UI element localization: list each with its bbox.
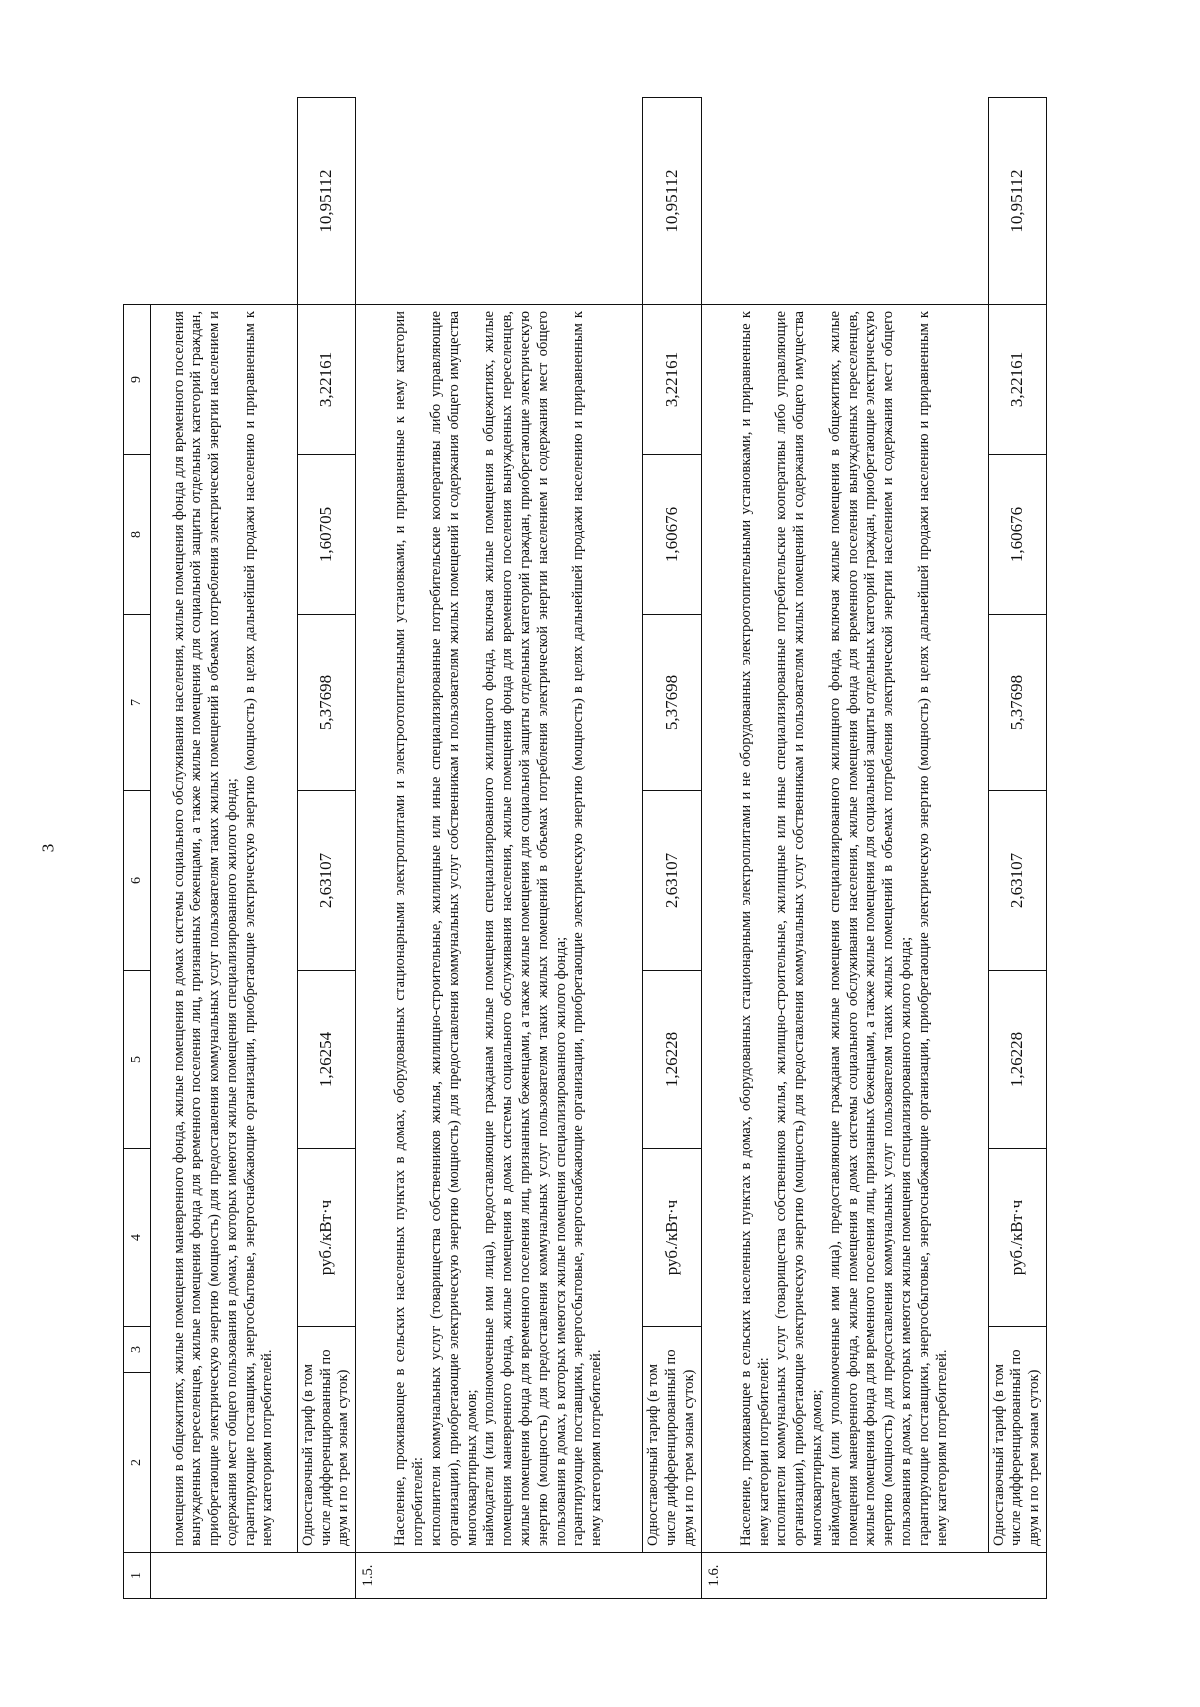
category-description-row	[356, 98, 643, 1599]
description-paragraph: исполнители коммунальных услуг (товарищества собственников жилья, жилищно-строительные, жилищные или иные специализированные потребительские кооперативы либо управляющие организации), приобретающие электрическую энергию (мощность) для предоставления коммунальных услуг собственникам и пользователям жилых помещений и содержания общего имущества многоквартирных домов;	[427, 311, 480, 1546]
row-number: 1.6.	[701, 1553, 1046, 1599]
tariff-value: 2,63107	[988, 791, 1046, 971]
column-number-header-row	[124, 98, 151, 1599]
tariff-price-row	[297, 98, 355, 1599]
tariff-label: Одноставочный тариф (в том числе дифференцированный по двум и по трем зонам суток)	[297, 1327, 355, 1553]
tariff-value: 1,26228	[643, 971, 701, 1149]
description-paragraph: гарантирующие поставщики, энергосбытовые, энергоснабжающие организации, приобретающие электрическую энергию (мощность) в целях дальнейшей продажи населению и приравненным к нему категориям потребителей.	[241, 311, 276, 1546]
column-number: 6	[124, 791, 151, 971]
tariff-value: 5,37698	[643, 615, 701, 791]
tariff-value: 3,22161	[297, 305, 355, 455]
column-number: 7	[124, 615, 151, 791]
tariff-price-row	[643, 98, 701, 1599]
tariff-value: 3,22161	[643, 305, 701, 455]
tariff-value: 2,63107	[643, 791, 701, 971]
tariff-table	[123, 97, 1047, 1599]
category-description	[701, 305, 988, 1553]
column-number: 8	[124, 455, 151, 615]
tariff-value: 1,60676	[988, 455, 1046, 615]
column-number: 2	[124, 1373, 151, 1553]
tariff-value: 10,95112	[297, 98, 355, 305]
tariff-value: 10,95112	[643, 98, 701, 305]
tariff-value: 10,95112	[988, 98, 1046, 305]
tariff-label: Одноставочный тариф (в том числе дифференцированный по двум и по трем зонам суток)	[988, 1327, 1046, 1553]
tariff-value: 1,60676	[643, 455, 701, 615]
description-paragraph: гарантирующие поставщики, энергосбытовые, энергоснабжающие организации, приобретающие электрическую энергию (мощность) в целях дальнейшей продажи населению и приравненным к нему категориям потребителей.	[915, 311, 950, 1546]
description-paragraph: исполнители коммунальных услуг (товарищества собственников жилья, жилищно-строительные, жилищные или иные специализированные потребительские кооперативы либо управляющие организации), приобретающие электрическую энергию (мощность) для предоставления коммунальных услуг собственникам и пользователям жилых помещений и содержания общего имущества многоквартирных домов;	[773, 311, 825, 1546]
column-number: 1	[124, 1553, 151, 1599]
description-paragraph: Население, проживающее в сельских населенных пунктах в домах, оборудованных стационарными электроплитами и электроотопительными установками, и приравненные к нему категории потребителей:	[392, 311, 427, 1546]
column-number: 3	[124, 1327, 151, 1373]
description-paragraph: помещения в общежитиях, жилые помещения маневренного фонда, жилые помещения в домах системы социального обслуживания населения, жилые помещения фонда для временного поселения вынужденных переселенцев, жилые помещения фонда для временного поселения лиц, признанных беженцами, а также жилые помещения для социальной защиты отдельных категорий граждан, приобретающие электрическую энергию (мощность) для предоставления коммунальных услуг пользователям таких жилых помещений в объемах потребления электрической энергии населением и содержания мест общего пользования в домах, в которых имеются жилые помещения специализированного жилого фонда;	[170, 311, 240, 1546]
column-number: 5	[124, 971, 151, 1149]
description-paragraph: наймодатели (или уполномоченные ими лица), предоставляющие гражданам жилые помещения специализированного жилищного фонда, включая жилые помещения в общежитиях, жилые помещения маневренного фонда, жилые помещения в домах системы социального обслуживания населения, жилые помещения фонда для временного поселения вынужденных переселенцев, жилые помещения фонда для временного поселения лиц, признанных беженцами, а также жилые помещения для социальной защиты отдельных категорий граждан, приобретающие электрическую энергию (мощность) для предоставления коммунальных услуг пользователям таких жилых помещений в объемах потребления электрической энергии населением и содержания мест общего пользования в домах, в которых имеются жилые помещения специализированного жилого фонда;	[826, 311, 914, 1546]
tariff-value: 5,37698	[297, 615, 355, 791]
tariff-unit: руб./кВт·ч	[643, 1149, 701, 1327]
tariff-value: 1,26254	[297, 971, 355, 1149]
description-paragraph: наймодатели (или уполномоченные ими лица), предоставляющие гражданам жилые помещения специализированного жилищного фонда, включая жилые помещения в общежитиях, жилые помещения маневренного фонда, жилые помещения в домах системы социального обслуживания населения, жилые помещения фонда для временного поселения вынужденных переселенцев, жилые помещения фонда для временного поселения лиц, признанных беженцами, а также жилые помещения для социальной защиты отдельных категорий граждан, приобретающие электрическую энергию (мощность) для предоставления коммунальных услуг пользователям таких жилых помещений в объемах потребления электрической энергии населением и содержания мест общего пользования в домах, в которых имеются жилые помещения специализированного жилого фонда;	[481, 311, 569, 1546]
description-paragraph: Население, проживающее в сельских населенных пунктах в домах, оборудованных стационарными электроплитами и не оборудованных электроотопительными установками, и приравненные к нему категории потребителей:	[737, 311, 772, 1546]
column-number: 9	[124, 305, 151, 455]
tariff-value: 1,60705	[297, 455, 355, 615]
tariff-value: 2,63107	[297, 791, 355, 971]
category-description	[356, 305, 643, 1553]
tariff-label: Одноставочный тариф (в том числе дифференцированный по двум и по трем зонам суток)	[643, 1327, 701, 1553]
category-description-row	[701, 98, 988, 1599]
tariff-price-row	[988, 98, 1046, 1599]
tariff-unit: руб./кВт·ч	[297, 1149, 355, 1327]
tariff-value: 3,22161	[988, 305, 1046, 455]
row-number: 1.5.	[356, 1553, 701, 1599]
column-number: 4	[124, 1149, 151, 1327]
tariff-value: 1,26228	[988, 971, 1046, 1149]
tariff-value: 5,37698	[988, 615, 1046, 791]
category-description	[151, 305, 298, 1553]
page-number: 3	[38, 843, 58, 853]
description-paragraph: гарантирующие поставщики, энергосбытовые, энергоснабжающие организации, приобретающие электрическую энергию (мощность) в целях дальнейшей продажи населению и приравненным к нему категориям потребителей.	[570, 311, 605, 1546]
rotated-tariff-sheet	[123, 97, 1047, 1599]
tariff-unit: руб./кВт·ч	[988, 1149, 1046, 1327]
row-number	[151, 1553, 356, 1599]
category-description-row	[151, 98, 298, 1599]
